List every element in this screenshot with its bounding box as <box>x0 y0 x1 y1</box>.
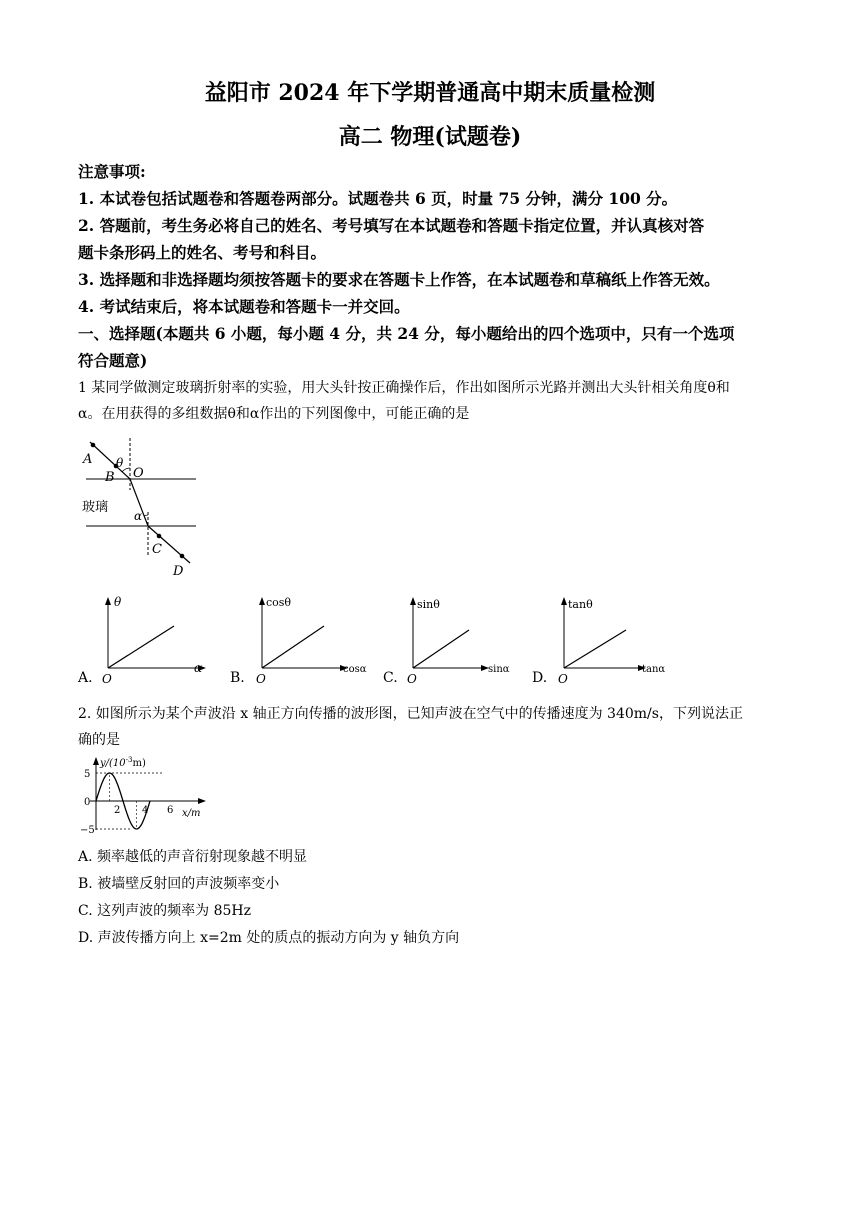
point-d-label: D <box>173 564 184 579</box>
y-axis-label: cosθ <box>266 596 292 609</box>
y-tick-label: 5 <box>84 769 91 780</box>
notice-heading: 注意事项: <box>78 162 146 181</box>
option-letter: D. <box>532 670 548 686</box>
q1-option-d <box>532 594 682 689</box>
option-graph <box>401 594 523 686</box>
q1-refraction-figure <box>78 432 208 582</box>
y-tick-label: 0 <box>84 797 91 808</box>
y-axis-label: θ <box>114 595 122 609</box>
y-axis-label <box>99 756 146 769</box>
exam-subtitle: 高二 物理(试题卷) <box>338 124 522 150</box>
q2-stem-line2: 确的是 <box>78 732 120 748</box>
q1-option-a <box>78 594 218 689</box>
alpha-label: α <box>134 509 143 523</box>
option-letter: A. <box>78 670 93 686</box>
y-axis-label: sinθ <box>417 598 440 611</box>
q1-stem-line1: 1 某同学做测定玻璃折射率的实验，用大头针按正确操作后，作出如图所示光路并测出大头针相关角度θ和 <box>78 380 730 396</box>
y-tick-label: −5 <box>80 825 95 836</box>
option-graph <box>552 594 682 686</box>
notice-item-2-cont: 题卡条形码上的姓名、考号和科目。 <box>78 243 327 262</box>
point-b-label: B <box>105 470 115 485</box>
q2-option-d: D. 声波传播方向上 x=2m 处的质点的振动方向为 y 轴负方向 <box>78 930 460 946</box>
notice-item-3: 3. 选择题和非选择题均须按答题卡的要求在答题卡上作答，在本试题卷和草稿纸上作答无效。 <box>78 270 720 289</box>
point-a-label: A <box>83 452 93 467</box>
x-tick-label: 2 <box>114 805 121 816</box>
option-graph <box>250 594 380 686</box>
q2-option-b: B. 被墙壁反射回的声波频率变小 <box>78 876 280 892</box>
y-axis-label: tanθ <box>568 598 593 611</box>
x-tick-label: 6 <box>167 805 174 816</box>
x-axis-label: sinα <box>488 664 510 675</box>
q1-option-b <box>230 594 380 689</box>
y-axis-label-unit: m) <box>132 758 146 769</box>
x-tick-label: 4 <box>142 805 149 816</box>
point-c-label: C <box>152 542 162 557</box>
section1-heading-cont: 符合题意) <box>78 351 148 370</box>
notice-item-2: 2. 答题前，考生务必将自己的姓名、考号填写在本试题卷和答题卡指定位置，并认真核对答 <box>78 216 705 235</box>
q1-option-c <box>383 594 523 689</box>
section1-heading: 一、选择题(本题共 6 小题，每小题 4 分，共 24 分，每小题给出的四个选项中，只有一个选项 <box>78 324 735 343</box>
exam-title: 益阳市 2024 年下学期普通高中期末质量检测 <box>204 80 656 106</box>
origin-label: O <box>558 672 568 686</box>
x-axis-label: cosα <box>343 664 367 675</box>
option-letter: B. <box>230 670 245 686</box>
q1-stem-line2: α。在用获得的多组数据θ和α作出的下列图像中，可能正确的是 <box>78 406 470 422</box>
notice-item-1: 1. 本试卷包括试题卷和答题卷两部分。试题卷共 6 页，时量 75 分钟，满分 100 分。 <box>78 189 678 208</box>
glass-label: 玻璃 <box>82 500 109 515</box>
q2-wave-chart <box>78 754 218 838</box>
option-letter: C. <box>383 670 398 686</box>
q2-option-a: A. 频率越低的声音衍射现象越不明显 <box>78 849 308 865</box>
x-axis-label: α <box>194 661 203 675</box>
y-axis-label-exponent: -3 <box>125 756 133 764</box>
notice-item-4: 4. 考试结束后，将本试题卷和答题卡一并交回。 <box>78 297 410 316</box>
x-axis-label: x/m <box>182 808 201 819</box>
x-axis-label: tanα <box>642 664 666 675</box>
point-o-label: O <box>133 466 144 481</box>
option-graph <box>96 594 216 686</box>
theta-label: θ <box>116 456 124 470</box>
q2-stem-line1: 2. 如图所示为某个声波沿 x 轴正方向传播的波形图，已知声波在空气中的传播速度为 340m/s，下列说法正 <box>78 706 743 722</box>
origin-label: O <box>407 672 417 686</box>
origin-label: O <box>256 672 266 686</box>
y-axis-label-prefix: y/(10 <box>100 758 126 769</box>
q2-option-c: C. 这列声波的频率为 85Hz <box>78 903 251 919</box>
origin-label: O <box>102 672 112 686</box>
